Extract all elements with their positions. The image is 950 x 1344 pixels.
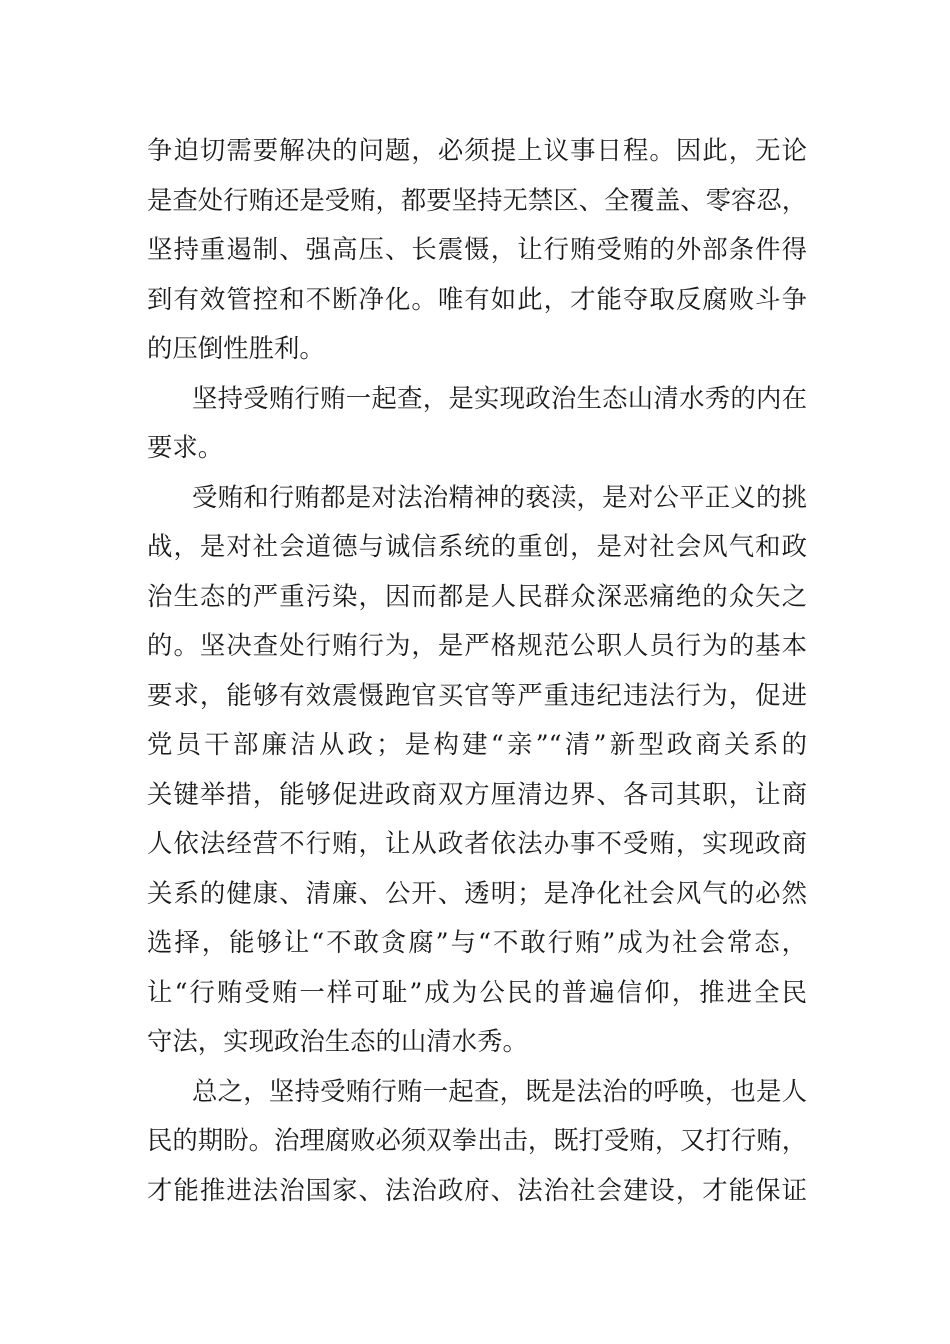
- paragraph-line: 要求。: [147, 432, 224, 462]
- paragraph-line: 战，是对社会道德与诚信系统的重创，是对社会风气和政: [147, 531, 807, 561]
- paragraph-line: 关系的健康、清廉、公开、透明；是净化社会风气的必然: [147, 877, 807, 908]
- paragraph-line: 人依法经营不行贿，让从政者依法办事不受贿，实现政商: [147, 828, 807, 858]
- paragraph-line: 到有效管控和不断净化。唯有如此，才能夺取反腐败斗争: [147, 283, 807, 314]
- paragraph-line: 守法，实现政治生态的山清水秀。: [147, 1026, 528, 1056]
- paragraph-line: 民的期盼。治理腐败必须双拳出击，既打受贿，又打行贿，: [147, 1125, 808, 1155]
- paragraph-line: 是查处行贿还是受贿，都要坚持无禁区、全覆盖、零容忍，: [147, 184, 808, 215]
- paragraph-line: 的。坚决查处行贿行为，是严格规范公职人员行为的基本: [147, 630, 807, 660]
- paragraph-line: 坚持受贿行贿一起查，是实现政治生态山清水秀的内在: [192, 382, 807, 413]
- paragraph-line: 关键举措，能够促进政商双方厘清边界、各司其职，让商: [147, 778, 807, 809]
- paragraph-line: 治生态的严重污染，因而都是人民群众深恶痛绝的众矢之: [147, 580, 807, 611]
- paragraph-line: 坚持重遏制、强高压、长震慑，让行贿受贿的外部条件得: [147, 234, 807, 264]
- paragraph-line: 让“行贿受贿一样可耻”成为公民的普遍信仰，推进全民: [147, 976, 807, 1007]
- paragraph-line: 的压倒性胜利。: [147, 333, 325, 363]
- paragraph-line: 受贿和行贿都是对法治精神的亵渎，是对公平正义的挑: [192, 481, 807, 512]
- paragraph-line: 党员干部廉洁从政；是构建“亲”“清”新型政商关系的: [147, 729, 807, 759]
- paragraph-line: 选择，能够让“不敢贪腐”与“不敢行贿”成为社会常态，: [147, 927, 807, 957]
- paragraph-line: 总之，坚持受贿行贿一起查，既是法治的呼唤，也是人: [192, 1075, 807, 1106]
- paragraph-line: 要求，能够有效震慑跑官买官等严重违纪违法行为，促进: [147, 679, 807, 710]
- paragraph-line: 争迫切需要解决的问题，必须提上议事日程。因此，无论: [147, 135, 807, 165]
- paragraph-line: 才能推进法治国家、法治政府、法治社会建设，才能保证: [147, 1174, 807, 1205]
